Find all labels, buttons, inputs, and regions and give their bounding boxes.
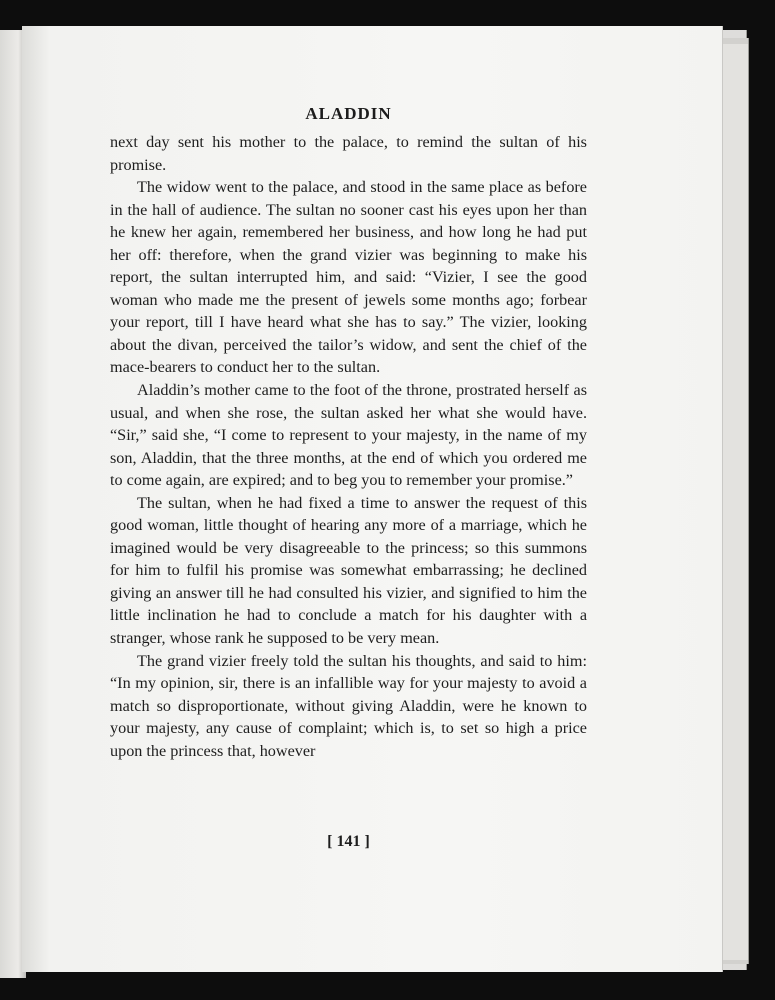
body-text: [110, 131, 587, 762]
paragraph: Aladdin’s mother came to the foot of the throne, prostrated herself as usual, and when she rose, the sultan asked her what she would have. “Sir,” said she, “I come to represent to your majesty, in the name of my son, Aladdin, that the three months, at the end of which you ordered me to come again, are expired; and to beg you to remember your promise.”: [110, 381, 587, 490]
paragraph: The sultan, when he had fixed a time to answer the request of this good woman, little thought of hearing any more of a marriage, which he imagined would be very disagreeable to the princess; so this summons for him to fulfil his promise was somewhat embarrassing; he declined giving an answer till he had consulted his vizier, and signified to him the little inclination he had to conclude a match for his daughter with a stranger, whose rank he supposed to be very mean.: [110, 493, 587, 648]
paragraph: The grand vizier freely told the sultan his thoughts, and said to him: “In my opinion, sir, there is an infallible way for your majesty to avoid a match so disproportionate, without giving Aladdin, were he known to your majesty, any cause of complaint; which is, to set so high a price upon the princess that, however: [110, 651, 587, 760]
paragraph: next day sent his mother to the palace, to remind the sultan of his promise.: [110, 133, 587, 174]
running-head: ALADDIN: [305, 104, 392, 123]
page-number: [ 141 ]: [327, 833, 370, 850]
paragraph: The widow went to the palace, and stood in the same place as before in the hall of audience. The sultan no sooner cast his eyes upon her than he knew her again, remembered her business, and how long he had put her off: therefore, when the grand vizier was beginning to make his report, the sultan interrupted him, and said: “Vizier, I see the good woman who made me the present of jewels some months ago; forbear your report, till I have heard what she has to say.” The vizier, looking about the divan, perceived the tailor’s widow, and sent the chief of the mace-bearers to conduct her to the sultan.: [110, 178, 587, 377]
